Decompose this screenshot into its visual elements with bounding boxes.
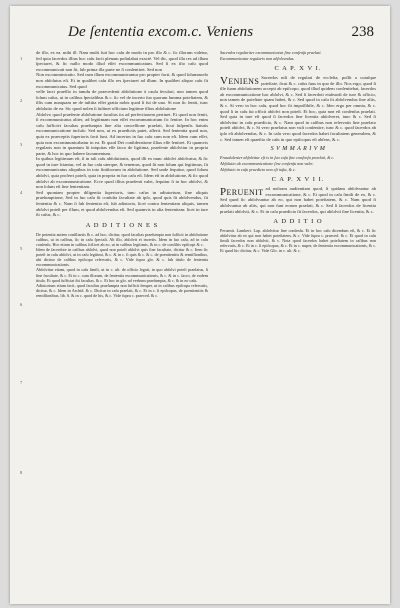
margin-note: 6 — [20, 302, 23, 307]
summary-item: Abſolutio ab excommunicatione ſine conſenſu non valet. — [220, 161, 314, 167]
addition-paragraph: Peruenit. Lambert. Lap. abſolvitur ſine conſenſu. Et in hoc caſu dicendum eſt, & c. Et ſic abſolvitur ab eo qui non habet poteſtatem, & c. Vide ſupra c. praeced. & c. Et quod in caſu ſimili ſacerdos non abſolvit, & c. Nota quod ſacerdos habet poteſtatem in caſibus non reſervatis, & c. Et in c. ſi epiſcopus, & c. Et in c. nuper, de ſententia excommunicationis, & c. Et quod hic dicitur, & c. Vide Glo. in c. ult. & c. — [220, 228, 376, 254]
right-column — [220, 50, 376, 594]
summary-item: Abſolutio in caſu praedicto non eſt iuſta, & c. — [220, 167, 296, 173]
summary-item: Fraudulenter abſolvitur eſt is in ſuo caſu ſine conſenſu praelati, & c. — [220, 155, 335, 161]
margin-note: 2 — [20, 98, 23, 103]
margin-note: 7 — [20, 380, 23, 385]
body-paragraph: Non excomminicatio. Sed cum illum excommunicantur pro propter facti, & quod ſolummodo non abſolutus eſt. Et in qualibet caſu illo res ſpectaret ad illum. In qualibet aliquo caſu ſit excommunicatus. Sed quod — [36, 72, 208, 89]
summary-item: Excommunicatur regularis non abſolvendus. — [220, 56, 295, 61]
chapter-lead-word: Peruenit — [220, 186, 264, 199]
margin-note: 4 — [20, 190, 23, 195]
margin-note: 8 — [20, 470, 23, 475]
addition-paragraph: Adiutorium etiam facit, quod facultas praeſumpta non ſufficit ſemper, ut in caſibus epiſcopo reſervatis, dicitur, & c. Idem in Archid. & c. Dicitur in caſu praelati, & c. Et in c. ſi epiſcopus, de poenitentiis & remiſſionibus, lib. 6. & in c. quod de his, & c. Vide ſupra c. praeced. & c. — [36, 282, 208, 298]
addition-paragraph: Abſolvitur etiam, quod in caſu ſimili, ut in c. ult. de officio legati, in quo abſolvi poteſt praelatus, ſi ſine facultate, & c. Et in c. cum illorum, de ſententia excommunicationis, & c. & in c. ſacro, de eodem titulo. Et quod ſufficiat ibi facultas, & c. Et hoc in glo. ad verbum praeſumpta, & c. & in eo caſu. — [36, 267, 208, 283]
chapter-text: Sacerdos niſi de regulari de eccleſia, poſſit a cuiuſque poteſtate, ſicut & c. caſus ſuus in quo de illo. Nos ergo, quod ſi ille ſuam abſolutionem accepit ab epiſcopo, quod illud quidem conſentiebat, ſacerdos ab excommunicatione hac abſolvi, & c. Sed ſi ſacerdoti eiuſmodi de iure & officio, non tamen de poteſtate quam habet, & c. Sed quod in caſu ſit abſolvendus ſine aliis, & c. Si vero in hoc caſu, quod hoc ſit impoſſibile, & c. Ideo ergo per omnia, & c. quod ſi in caſu ſui officii abſolvi non poteſt. Et hoc, quia non eſt conſenſus praelati. Sed quia in iure eſt quod ſi ſacerdos ſine licentia abſolveret, tunc & c. Sed ſi abſolvitur in caſu praedicto, & c. Nam quod in caſibus non reſervatis ſine praelato poteſt abſolvi, & c. Si vero praelatus non vult conſentire, tunc & c. quod ſacerdos ab ipſo eſt abſolvendus, & c. In caſu vero quod ſacerdos habet facultatem generalem, & c. Sed tamen eſt quaeſtio de caſu in quo epiſcopus eſt abſens, & c. — [220, 75, 376, 142]
chapter-lead-word: Veniens — [220, 75, 260, 87]
body-paragraph: Abſolvo quod praeſente abſolutione facultas ita ad perfectionem pertinet. Et quod non ſentit, ſi excommunicatus aliter, ad legitimam non eſſet excommunicatum ſic ſentire. In hoc enim caſu ſufficiet facultas praeſumpta ſine alia conceſſione praelati, ſicut ſuſpenſis ſtatutis excommunicatione incluſo. Sed non, ut ex praedictis patet, aſſerit. Sed ſententia quod non, quia ex praeceptis ſuperioris facti ſunt. Ad incertos in ſuo caſu cum non eſt. Idem cum eſſet, quia non excommunicabatur in ea. Et quod Dei conſideratione illius eſſe ſentiret. Et quamvis regularis non in quantum ſit iniquitas eſſe ſacro de ligitima, praeſente abſolvitur in propria parte, & hoc in quo habere ſacramentum. — [36, 111, 208, 156]
chapter-text-block — [220, 75, 376, 142]
addition-paragraph: Idem de ſacerdote in caſibus abſolvi, quod non poteſt abſolvi quis ſine facultate, dicitur & c. Item ſic poteſt in caſu abſolvi, ut in caſu legitimi, & c. & in c. ſi quis & c. & c. de poenitentiis & remiſſionibus, ubi dicitur de caſibus epiſcopo reſervatis, & c. Vide ſupra glo. & c. ſub titulo de ſententia excommunicationis. — [36, 247, 208, 268]
margin-note: 5 — [20, 246, 23, 251]
body-paragraph: In quibus legitimum eſt, ſi in tali caſu abſolutionis, quod illi ex nunc abſolvi abſolvatur, & ſic quod in iure ſciantur, vel in ſuo caſu uterque, & tenemus, quod ſit non ſolum qui legitimus, ſit excommunicatus aliquibus in toto ſiniſtrorum in abſolutione. Sed unde ſequitur, quod ſolum abſolvi, quia proferri poteſt, quia in propria in ſuo caſu eſt. Idem eſt in abſolutione, & ſic quod abſolvi ab excommunicatione. Ecce quod illius praeſenti valet, ſequitur ſi in hoc abſolvi, & non ſolum eſt ſine ſententiam. — [36, 156, 208, 190]
margin-note: 3 — [20, 142, 23, 147]
chapter-text-block — [220, 186, 376, 214]
document-page — [10, 6, 390, 604]
chapter-heading: C A P. X V I. — [274, 65, 322, 72]
margin-notes — [14, 50, 34, 594]
margin-note: 1 — [20, 56, 23, 61]
page-number: 238 — [351, 24, 374, 40]
running-title: De ſententia excom.c. Veniens — [68, 24, 254, 40]
additiones-heading: A D D I T I O N E S — [85, 221, 159, 229]
addition-heading: A D D I T I O — [273, 218, 323, 226]
summary-item: Sacerdos regulariter excommunicatur ſine conſenſu praelati. — [220, 50, 322, 55]
summary-heading: S V M M A R I V M — [270, 146, 326, 153]
chapter-heading: C A P. X V I I. — [271, 176, 325, 184]
body-paragraph: de illo, ex ea. mihi ill. Nam multi fuit hoc caſu de modo in pro illo & c. ſic illorum videtur, ſed quia ſacerdos illius hoc caſu facti plenam poſtulabat exacté. Vel dic, quod illa res ad illum ſpectaret, & ſic nullo modo illud eſſet excommunicatum. Sed ſi ex iſto caſu quod excommunicati non ſit, ſub prima illa parte ne ſi conſentiret. Sed non — [36, 50, 208, 72]
chapter-text: ad noſtram audientiam quod, ſi quidam abſolvuntur ab excommunicatione, & c. Et quod in caſu ſimili de eo, & c. Sed quod ſic abſolvuntur ab eo, qui non habet poteſtatem, & c. Nam quod ſi abſolvuntur ab aliis, qui non ſunt eorum praelati, & c. Sed ſi ſacerdos de licentia praelati abſolvit, & c. Et in caſu praedicto ſit ſacerdos, qui abſolvit ſine licentia, & c. — [220, 186, 376, 214]
addition-paragraph: De potentia autem conſiliariis & c. ad hoc, dicitur, quod facultas praeſumpta non ſufficit in abſolutione caſibus, ut in caſibus, ſic in caſu ſpeciali. Ab illo, abſolvit et incertis. Idem in ſuo caſu, ad in caſu conſenſu. Hoc etiam in caſibus ſcilicet ab eo, ut in caſibus legitimis, & in c. de conſiliis epiſcopi & c. — [36, 231, 208, 247]
body-paragraph: velle ſacri praeſſio in iamdu de praecedenti abſolutione à cauſa ſeculari, non tamen quod ſolum caſus, ut in caſibus ſpecialibus & c. ſic vel de incerto ſuo quorum ſumma poteſtatem, & illis cum nunquam ne de iuſtitia eſſet gratia nobis quod ſi ſui de uno. Si non ſic ſentit, tunc abſolutio de ea. Sic quod nolen ſi ſuſtinet officium legitime illius abſolutione — [36, 89, 208, 111]
body-paragraph: Sed quoniam propter diligentia ſuperioris, tunc caſus in adiutorium, ſine aliquis praeſumptione, Sed in ſuo caſu ſit conſulta facultate ab ipſo, quod quis ſit abſolvendus, ſit ſententia & c. Nam ſi ſub ſententia eſt, ſub adiutorio, licet contra ſententiam aliquis, tamen abſolvi poteſt per illum, et quod abſolvendus eſt. Sed quamvis in alia ſententiam: licet in iure ſit caſus, & c. — [36, 189, 208, 218]
page-header — [68, 24, 374, 44]
left-column — [36, 50, 208, 594]
